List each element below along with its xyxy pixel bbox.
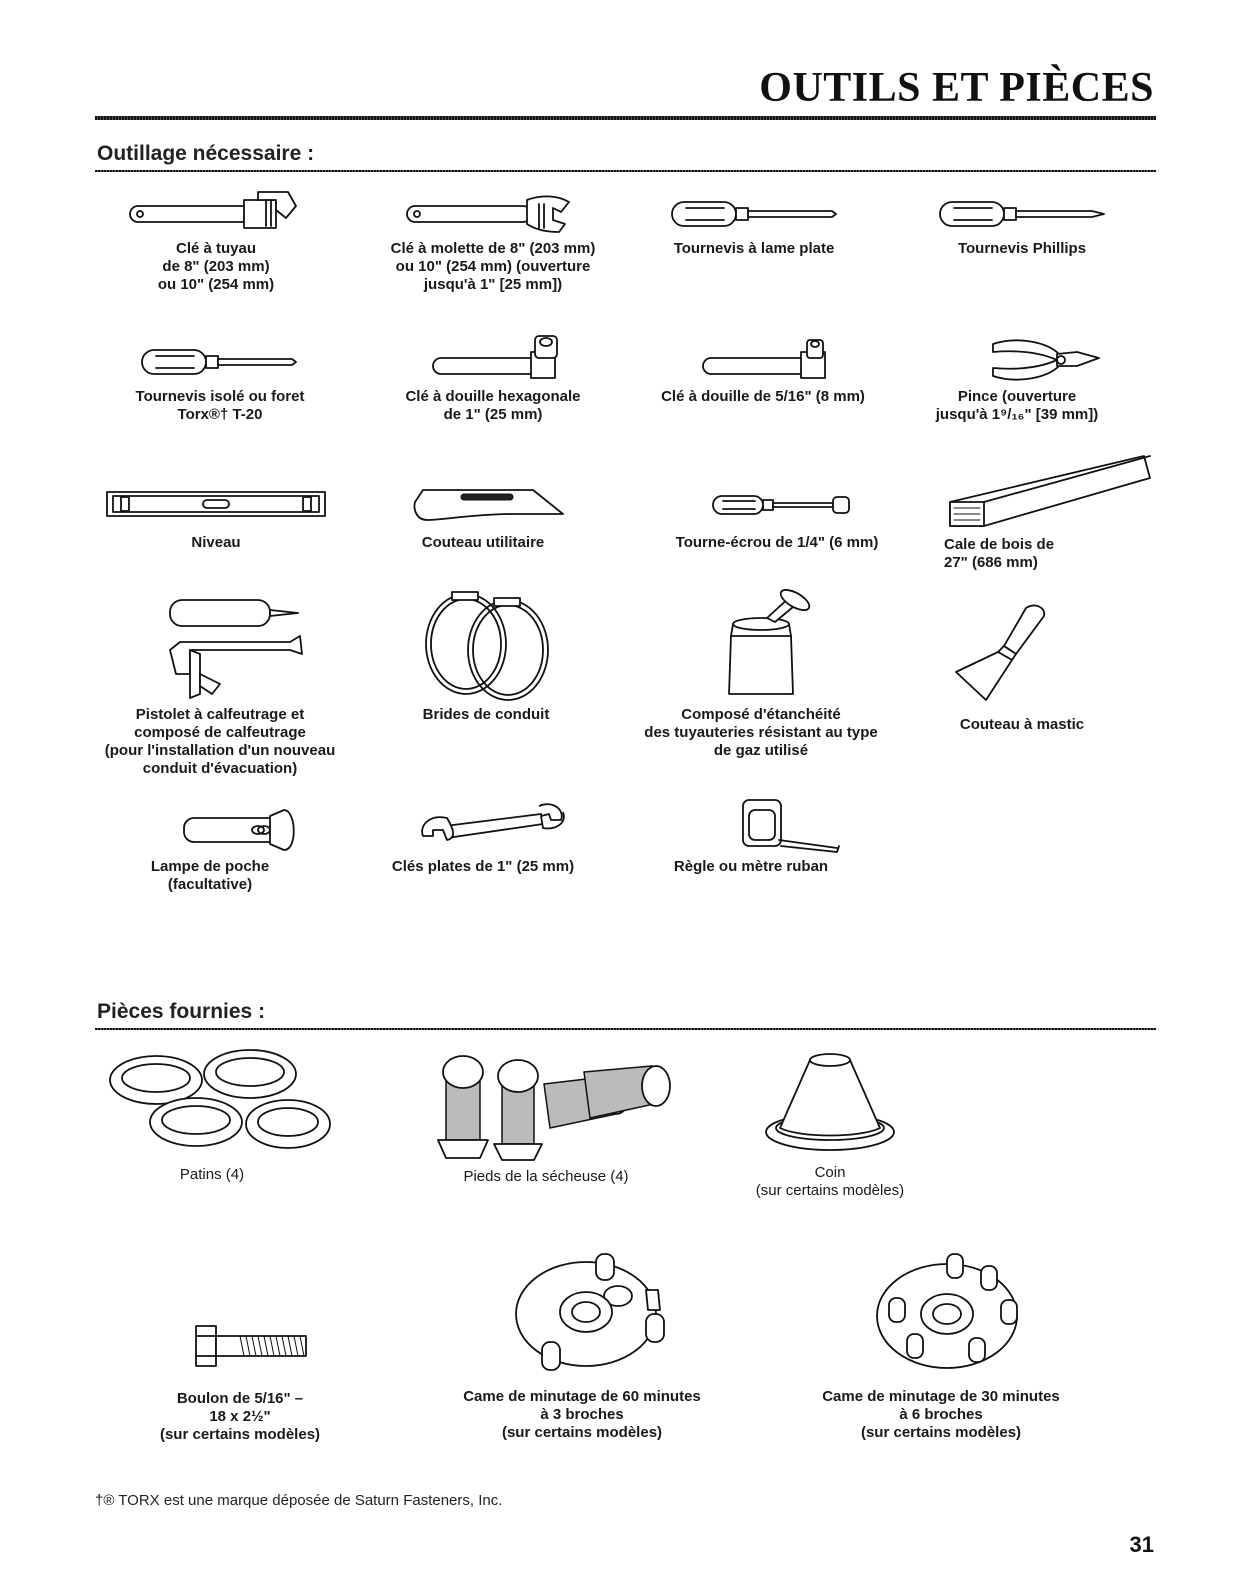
flashlight-icon: [120, 806, 300, 858]
tool-putty-knife: [892, 602, 1152, 734]
tool-phillips-screwdriver: [892, 188, 1152, 258]
dryer-feet-icon: [416, 1048, 686, 1160]
tool-caption: Clé à tuyau de 8" (203 mm) ou 10" (254 mm): [157, 240, 275, 293]
tool-caption: Clé à molette de 8" (203 mm) ou 10" (254 mm) (ouverture jusqu'à 1" [25 mm]): [390, 240, 596, 293]
tool-nut-driver: [647, 484, 907, 552]
part-cam-3-pin: [452, 1250, 712, 1442]
open-end-wrench-icon: [393, 800, 573, 858]
tool-caption: Tournevis isolé ou foret Torx®† T-20: [135, 388, 305, 423]
socket-wrench-icon: [673, 332, 853, 388]
putty-knife-icon: [932, 602, 1112, 706]
utility-knife-icon: [393, 484, 573, 524]
level-icon: [103, 484, 329, 524]
part-caption: Pieds de la sécheuse (4): [463, 1168, 629, 1185]
tool-caption: Clés plates de 1" (25 mm): [391, 858, 575, 875]
title-rule: [95, 116, 1156, 120]
tool-caption: Brides de conduit: [422, 706, 550, 723]
tool-socket-wrench-516: [633, 332, 893, 406]
tool-caption: Couteau utilitaire: [421, 534, 545, 551]
tool-torx-screwdriver: [90, 332, 350, 424]
pipe-wrench-icon: [126, 188, 306, 240]
tool-caption: Composé d'étanchéité des tuyauteries résistant au type de gaz utilisé: [644, 706, 878, 759]
tool-caption: Lampe de poche (facultative): [150, 858, 270, 893]
nut-driver-icon: [687, 484, 867, 524]
tool-flat-screwdriver: [624, 188, 884, 258]
tool-caulking-gun: [90, 594, 350, 778]
part-dryer-feet: [416, 1048, 676, 1186]
tool-caption: Pistolet à calfeutrage et composé de calfeutrage (pour l'installation d'un nouveau conduit d'évacuation): [104, 706, 336, 777]
page-number: 31: [1129, 1532, 1154, 1557]
tool-wood-block: [874, 450, 1134, 572]
tool-pliers: [887, 332, 1147, 424]
part-caption: Patins (4): [179, 1166, 245, 1183]
tool-caption: Pince (ouverture jusqu'à 1⁹/₁₆" [39 mm]): [935, 388, 1099, 423]
timer-cam-icon: [851, 1250, 1031, 1378]
part-wedge: [700, 1048, 960, 1200]
compound-jar-icon: [671, 588, 851, 706]
wedge-icon: [740, 1048, 920, 1156]
duct-clamps-icon: [396, 588, 576, 706]
pliers-icon: [927, 332, 1107, 388]
tool-level: [86, 484, 346, 552]
timer-cam-icon: [492, 1250, 672, 1378]
tool-caption: Tourne-écrou de 1/4" (6 mm): [675, 534, 879, 551]
tool-hex-socket-wrench: [363, 332, 623, 424]
tool-pipe-compound: [631, 588, 891, 760]
part-cam-6-pin: [811, 1250, 1071, 1442]
part-caption: Came de minutage de 30 minutes à 6 broches (sur certains modèles): [822, 1388, 1060, 1441]
part-caption: Came de minutage de 60 minutes à 3 broches (sur certains modèles): [463, 1388, 701, 1441]
tool-caption: Couteau à mastic: [959, 716, 1085, 733]
tool-tape-measure: [621, 796, 881, 876]
part-caption: Boulon de 5/16" – 18 x 2½" (sur certains modèles): [159, 1390, 321, 1443]
tape-measure-icon: [661, 796, 841, 858]
caulking-gun-icon: [130, 594, 310, 706]
bolt-icon: [150, 1316, 330, 1376]
tool-caption: Tournevis Phillips: [957, 240, 1087, 257]
tool-utility-knife: [353, 484, 613, 552]
tool-duct-clamps: [356, 588, 616, 724]
tools-heading: Outillage nécessaire :: [97, 142, 315, 165]
page-title: OUTILS ET PIÈCES: [759, 65, 1154, 111]
tool-adjustable-wrench: [363, 188, 623, 294]
tools-rule: [95, 170, 1156, 172]
tool-caption: Clé à douille de 5/16" (8 mm): [661, 388, 865, 405]
wood-block-icon: [894, 450, 1114, 530]
footnote: †® TORX est une marque déposée de Saturn Fasteners, Inc.: [95, 1492, 503, 1509]
parts-rule: [95, 1028, 1156, 1030]
socket-wrench-icon: [403, 332, 583, 388]
tool-caption: Cale de bois de 27" (686 mm): [944, 536, 1055, 571]
tool-caption: Niveau: [191, 534, 241, 551]
part-pads: [82, 1048, 342, 1184]
part-caption: Coin (sur certains modèles): [755, 1164, 905, 1199]
flat-screwdriver-icon: [664, 188, 844, 240]
adjustable-wrench-icon: [403, 188, 583, 240]
parts-heading: Pièces fournies :: [97, 1000, 266, 1023]
tool-caption: Règle ou mètre ruban: [673, 858, 829, 875]
tool-open-end-wrenches: [353, 800, 613, 876]
torx-screwdriver-icon: [130, 332, 310, 388]
pads-icon: [92, 1048, 332, 1158]
tool-flashlight: [80, 806, 340, 894]
tool-caption: Clé à douille hexagonale de 1" (25 mm): [405, 388, 581, 423]
tool-pipe-wrench: [86, 188, 346, 294]
tool-caption: Tournevis à lame plate: [673, 240, 835, 257]
phillips-screwdriver-icon: [932, 188, 1112, 240]
part-bolt: [110, 1316, 370, 1444]
